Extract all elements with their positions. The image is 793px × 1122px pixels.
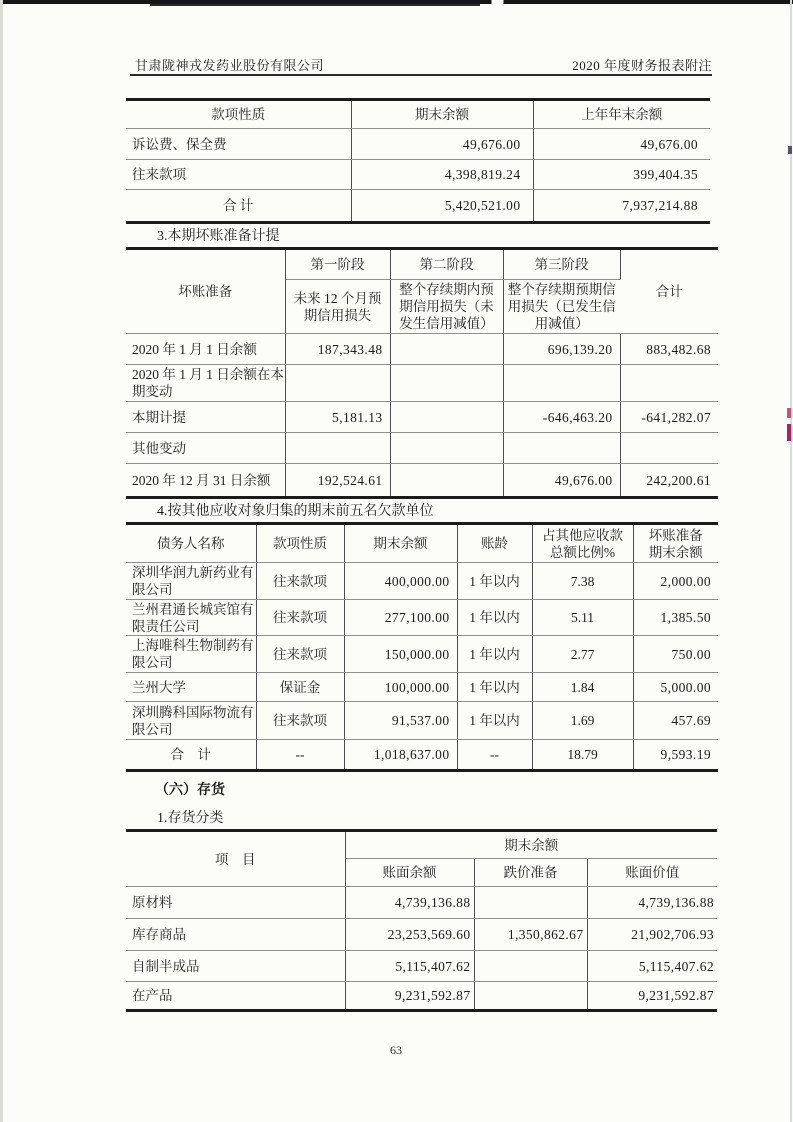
column-header-line: 总额比例% bbox=[549, 544, 616, 560]
table-row bbox=[126, 433, 718, 464]
column-subheader: 未来 12 个月预期信用损失 bbox=[285, 280, 390, 334]
row-label: 诉讼费、保全费 bbox=[126, 129, 351, 160]
table-row bbox=[126, 563, 718, 600]
column-header-line: 坏账准备 bbox=[648, 527, 703, 543]
table-cell bbox=[390, 402, 503, 433]
column-header: 第三阶段 bbox=[503, 249, 620, 280]
section-heading-inventory: （六）存货 bbox=[155, 783, 225, 798]
debtor-name: 兰州君通长城宾馆有限责任公司 bbox=[126, 600, 256, 636]
company-name: 甘肃陇神戎发药业股份有限公司 bbox=[135, 58, 325, 73]
table-cell: 4,739,136.88 bbox=[345, 887, 474, 919]
table-row bbox=[126, 702, 718, 740]
table-cell: 277,100.00 bbox=[344, 600, 457, 636]
table-cell: -641,282.07 bbox=[620, 402, 718, 433]
table-cell bbox=[620, 365, 718, 402]
row-label: 其他变动 bbox=[126, 433, 285, 464]
column-subheader: 账面价值 bbox=[587, 859, 717, 887]
column-subheader: 账面余额 bbox=[345, 859, 474, 887]
table-cell: 457.69 bbox=[633, 702, 718, 740]
table-row bbox=[126, 951, 717, 982]
column-subheader: 整个存续期内预期信用损失（未发生信用减值） bbox=[390, 280, 503, 334]
table-cell: 400,000.00 bbox=[344, 563, 457, 600]
row-label: 往来款项 bbox=[126, 160, 351, 190]
table-cell: 往来款项 bbox=[256, 636, 344, 673]
inventory-classification-table bbox=[126, 829, 717, 1012]
table-cell bbox=[390, 433, 503, 464]
row-label: 自制半成品 bbox=[126, 951, 345, 982]
table-cell bbox=[285, 433, 390, 464]
table-cell: 9,231,592.87 bbox=[345, 982, 474, 1011]
table-cell: 5,115,407.62 bbox=[587, 951, 717, 982]
table-cell: 21,902,706.93 bbox=[587, 919, 717, 951]
table-cell bbox=[285, 365, 390, 402]
corner-header: 坏账准备 bbox=[126, 249, 285, 334]
table-cell: 往来款项 bbox=[256, 600, 344, 636]
table-cell: 49,676.00 bbox=[351, 129, 533, 160]
column-header: 期末余额 bbox=[344, 524, 457, 563]
table-row bbox=[126, 160, 710, 190]
row-label: 2020 年 12 月 31 日余额 bbox=[126, 464, 285, 498]
table-cell: 399,404.35 bbox=[533, 160, 710, 190]
report-title: 2020 年度财务报表附注 bbox=[572, 58, 712, 73]
table-cell: 往来款项 bbox=[256, 563, 344, 600]
table-row bbox=[126, 887, 717, 919]
table-cell: 1,350,862.67 bbox=[474, 919, 587, 951]
table-cell: 1,385.50 bbox=[633, 600, 718, 636]
table-cell: 7,937,214.88 bbox=[622, 198, 698, 213]
table-cell bbox=[474, 982, 587, 1011]
table-cell: 1.84 bbox=[532, 673, 633, 702]
table-header-row bbox=[126, 831, 717, 859]
table-cell: 4,739,136.88 bbox=[587, 887, 717, 919]
table-row bbox=[126, 636, 718, 673]
table-cell: 1 年以内 bbox=[457, 702, 532, 740]
column-header bbox=[532, 524, 633, 563]
table-cell: 5.11 bbox=[532, 600, 633, 636]
row-label: 库存商品 bbox=[126, 919, 345, 951]
table-cell: 2,000.00 bbox=[633, 563, 718, 600]
table-cell: 9,231,592.87 bbox=[638, 988, 715, 1003]
table-cell: 1 年以内 bbox=[457, 673, 532, 702]
table-cell: 1 年以内 bbox=[457, 636, 532, 673]
table-row bbox=[126, 129, 710, 160]
table-cell: -646,463.20 bbox=[503, 402, 620, 433]
table-cell bbox=[503, 433, 620, 464]
table-cell: 23,253,569.60 bbox=[345, 919, 474, 951]
debtor-name: 兰州大学 bbox=[126, 673, 256, 702]
bad-debt-provision-table bbox=[126, 247, 718, 499]
row-label: 2020 年 1 月 1 日余额 bbox=[126, 334, 285, 365]
table-cell: -- bbox=[256, 740, 344, 771]
table-header-row bbox=[126, 100, 710, 129]
table-cell: 49,676.00 bbox=[533, 129, 710, 160]
column-header: 期末余额 bbox=[351, 100, 533, 129]
table-cell bbox=[620, 433, 718, 464]
table-cell: 91,537.00 bbox=[344, 702, 457, 740]
section-heading-debtors: 4.按其他应收对象归集的期末前五名欠款单位 bbox=[157, 504, 434, 519]
corner-header: 项 目 bbox=[126, 831, 345, 887]
table-cell bbox=[390, 365, 503, 402]
column-header: 债务人名称 bbox=[126, 524, 256, 563]
column-header: 款项性质 bbox=[256, 524, 344, 563]
table-header-row bbox=[126, 524, 718, 563]
column-header-line: 占其他应收款 bbox=[542, 527, 623, 543]
table-cell: 7.38 bbox=[532, 563, 633, 600]
table-cell: 4,398,819.24 bbox=[351, 160, 533, 190]
column-header bbox=[633, 524, 718, 563]
page-number: 63 bbox=[390, 1043, 402, 1057]
total-row bbox=[126, 190, 710, 223]
column-header-line: 期末余额 bbox=[648, 544, 703, 560]
table-cell: 5,181.13 bbox=[285, 402, 390, 433]
table-cell: 750.00 bbox=[633, 636, 718, 673]
table-cell bbox=[390, 464, 503, 498]
table-cell: 5,000.00 bbox=[633, 673, 718, 702]
table-row bbox=[126, 365, 718, 402]
column-subheader: 跌价准备 bbox=[474, 859, 587, 887]
header-rule bbox=[130, 74, 712, 76]
row-label: 2020 年 1 月 1 日余额在本期变动 bbox=[126, 365, 285, 402]
group-header: 期末余额 bbox=[345, 831, 717, 859]
top-five-debtors-table bbox=[126, 522, 718, 772]
table-cell: 49,676.00 bbox=[503, 464, 620, 498]
row-label: 原材料 bbox=[126, 887, 345, 919]
table-cell bbox=[474, 887, 587, 919]
table-cell: 往来款项 bbox=[256, 702, 344, 740]
table-cell: 187,343.48 bbox=[285, 334, 390, 365]
column-header: 合计 bbox=[620, 249, 718, 334]
table-row bbox=[126, 464, 718, 498]
scan-mark-red bbox=[787, 408, 791, 418]
row-label: 合 计 bbox=[126, 740, 256, 771]
table-cell bbox=[390, 334, 503, 365]
table-row bbox=[126, 673, 718, 702]
column-header: 上年年末余额 bbox=[533, 100, 710, 129]
table-cell: 保证金 bbox=[256, 673, 344, 702]
scan-mark-purple bbox=[788, 146, 792, 154]
row-label: 合 计 bbox=[126, 190, 351, 223]
column-subheader: 整个存续期预期信用损失（已发生信用减值） bbox=[503, 280, 620, 334]
scan-edge-right bbox=[790, 0, 792, 1122]
debtor-name: 上海唯科生物制药有限公司 bbox=[126, 636, 256, 673]
column-header: 账龄 bbox=[457, 524, 532, 563]
column-header: 第一阶段 bbox=[285, 249, 390, 280]
table-cell: 242,200.61 bbox=[646, 472, 711, 488]
section-heading-baddebt: 3.本期坏账准备计提 bbox=[157, 229, 280, 244]
table-cell: 1 年以内 bbox=[457, 563, 532, 600]
table-cell: 192,524.61 bbox=[285, 464, 390, 498]
table-cell: -- bbox=[457, 740, 532, 771]
scan-edge-top-bar-2 bbox=[150, 4, 480, 6]
table-cell: 18.79 bbox=[532, 740, 633, 771]
total-row bbox=[126, 740, 718, 771]
debtor-name: 深圳华润九新药业有限公司 bbox=[126, 563, 256, 600]
column-header: 第二阶段 bbox=[390, 249, 503, 280]
table-row bbox=[126, 982, 717, 1011]
table-header-row bbox=[126, 249, 718, 280]
table-cell: 1,018,637.00 bbox=[344, 740, 457, 771]
payments-nature-table bbox=[126, 98, 710, 224]
table-cell: 150,000.00 bbox=[344, 636, 457, 673]
table-row bbox=[126, 600, 718, 636]
table-row bbox=[126, 334, 718, 365]
table-cell: 696,139.20 bbox=[503, 334, 620, 365]
debtor-name: 深圳腾科国际物流有限公司 bbox=[126, 702, 256, 740]
scan-edge-left bbox=[0, 0, 3, 1122]
row-label: 在产品 bbox=[126, 982, 345, 1011]
table-cell bbox=[474, 951, 587, 982]
table-cell bbox=[503, 365, 620, 402]
column-header: 款项性质 bbox=[126, 100, 351, 129]
table-row bbox=[126, 919, 717, 951]
table-cell: 883,482.68 bbox=[620, 334, 718, 365]
table-cell: 100,000.00 bbox=[344, 673, 457, 702]
table-cell: 1.69 bbox=[532, 702, 633, 740]
table-cell: 1 年以内 bbox=[457, 600, 532, 636]
scan-mark-red bbox=[787, 424, 791, 441]
table-cell: 9,593.19 bbox=[660, 747, 711, 762]
table-cell: 5,115,407.62 bbox=[345, 951, 474, 982]
subsection-heading-inventory-class: 1.存货分类 bbox=[157, 811, 224, 826]
table-row bbox=[126, 402, 718, 433]
row-label: 本期计提 bbox=[126, 402, 285, 433]
table-cell: 5,420,521.00 bbox=[351, 190, 533, 223]
table-cell: 2.77 bbox=[532, 636, 633, 673]
